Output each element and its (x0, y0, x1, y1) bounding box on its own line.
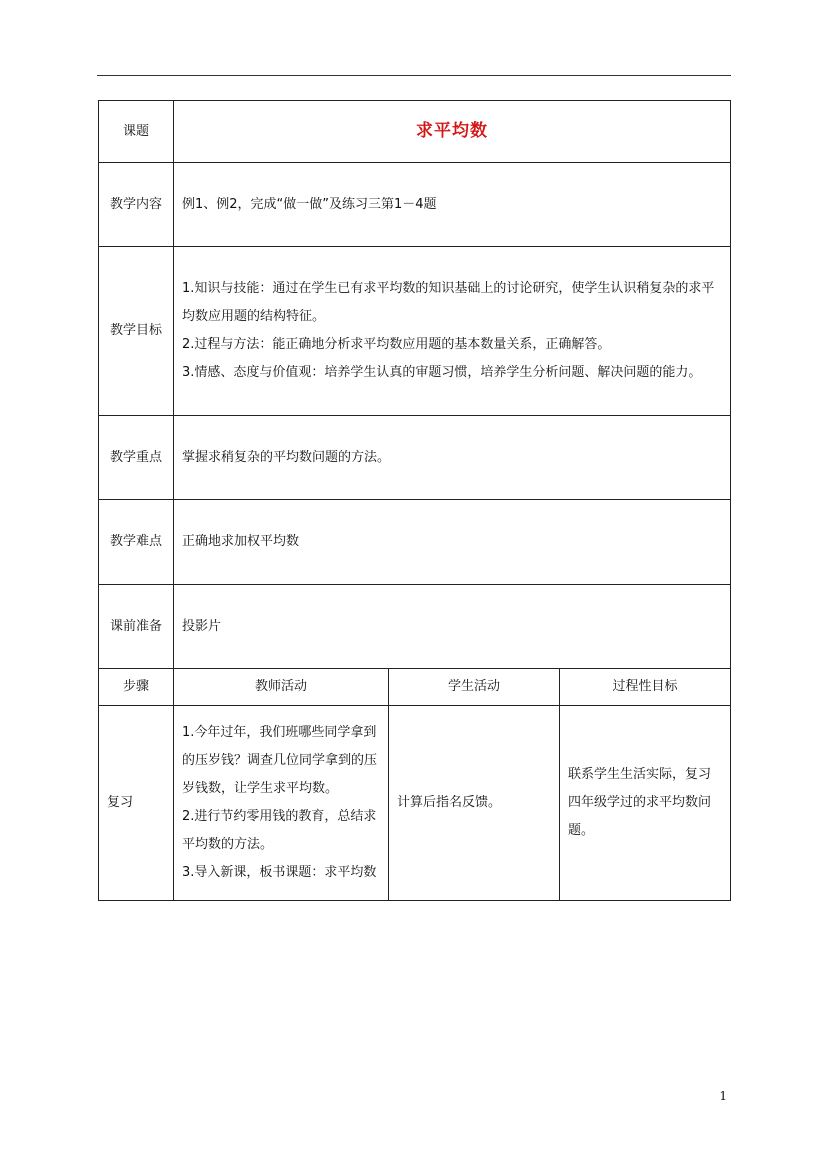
header-step: 步骤 (99, 669, 174, 706)
objectives-label: 教学目标 (99, 247, 174, 416)
topic-label: 课题 (99, 101, 174, 163)
row-difficulty (99, 500, 731, 585)
lesson-title: 求平均数 (416, 120, 489, 141)
row-preparation (99, 585, 731, 669)
difficulty-label: 教学难点 (99, 500, 174, 585)
teacher-activity-3: 3.导入新课，板书课题：求平均数 (182, 865, 377, 880)
lesson-plan-table (98, 100, 731, 901)
header-process-goal: 过程性目标 (560, 669, 731, 706)
content-label: 教学内容 (99, 163, 174, 247)
preparation-value: 投影片 (174, 585, 731, 669)
preparation-label: 课前准备 (99, 585, 174, 669)
topic-cell (174, 101, 731, 163)
row-objectives (99, 247, 731, 416)
teacher-activity-2: 2.进行节约零用钱的教育，总结求平均数的方法。 (182, 809, 377, 852)
process-goal-cell: 联系学生生活实际，复习四年级学过的求平均数问题。 (560, 706, 731, 901)
process-header-row (99, 669, 731, 706)
objective-attitude: 3.情感、态度与价值观：培养学生认真的审题习惯，培养学生分析问题、解决问题的能力。 (182, 365, 702, 380)
header-rule (97, 75, 731, 76)
content-value: 例1、例2，完成“做一做”及练习三第1－4题 (174, 163, 731, 247)
header-teacher-activity: 教师活动 (174, 669, 389, 706)
row-key-point (99, 416, 731, 500)
teacher-activity-1: 1.今年过年，我们班哪些同学拿到的压岁钱？调查几位同学拿到的压岁钱数，让学生求平均数。 (182, 725, 378, 796)
objectives-value (174, 247, 731, 416)
row-topic (99, 101, 731, 163)
key-point-value: 掌握求稍复杂的平均数问题的方法。 (174, 416, 731, 500)
page-number: 1 (719, 1089, 727, 1103)
step-review: 复习 (99, 706, 174, 901)
row-content (99, 163, 731, 247)
objective-process: 2.过程与方法：能正确地分析求平均数应用题的基本数量关系，正确解答。 (182, 337, 611, 352)
objective-knowledge: 1.知识与技能：通过在学生已有求平均数的知识基础上的讨论研究，使学生认识稍复杂的求平均数应用题的结构特征。 (182, 281, 715, 324)
process-row-review (99, 706, 731, 901)
teacher-activity-cell (174, 706, 389, 901)
student-activity-cell: 计算后指名反馈。 (389, 706, 560, 901)
key-point-label: 教学重点 (99, 416, 174, 500)
difficulty-value: 正确地求加权平均数 (174, 500, 731, 585)
header-student-activity: 学生活动 (389, 669, 560, 706)
